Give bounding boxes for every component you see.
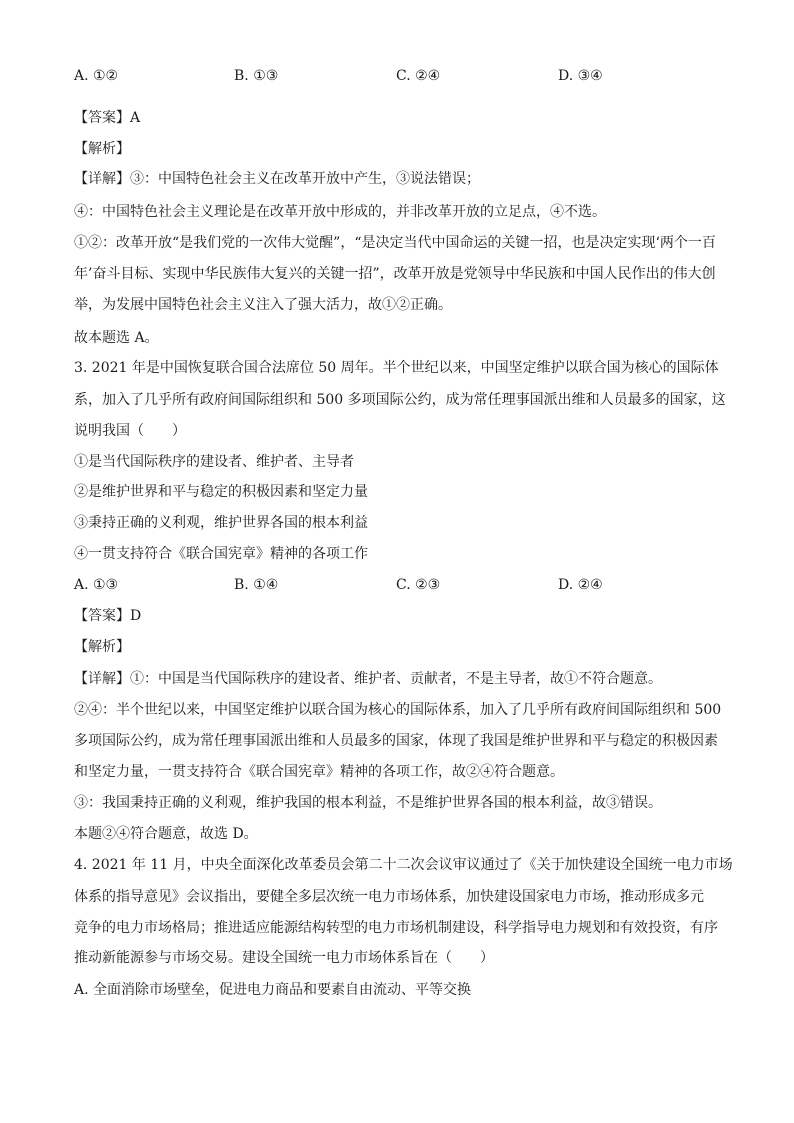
q2-analysis-heading: 【解析】 <box>74 141 130 157</box>
q2-option-d: D. ③④ <box>558 68 603 84</box>
q3-options <box>74 575 724 595</box>
q3-detail-line: 多项国际公约，成为常任理事国派出维和人员最多的国家，体现了我国是维护世界和平与稳定的积极因素 <box>74 733 718 749</box>
q2-option-c: C. ②④ <box>396 68 441 84</box>
q2-detail-line: ④：中国特色社会主义理论是在改革开放中形成的，并非改革开放的立足点，④不选。 <box>74 204 606 220</box>
q3-detail-line: ②④：半个世纪以来，中国坚定维护以联合国为核心的国际体系，加入了几乎所有政府间国际组织和 500 <box>74 702 722 718</box>
q3-conclusion: 本题②④符合题意，故选 D。 <box>74 826 258 842</box>
q3-item-1: ①是当代国际秩序的建设者、维护者、主导者 <box>74 454 354 470</box>
q4-option-a: A. 全面消除市场壁垒，促进电力商品和要素自由流动、平等交换 <box>74 982 472 998</box>
q3-item-2: ②是维护世界和平与稳定的积极因素和坚定力量 <box>74 484 368 500</box>
q2-option-b: B. ①③ <box>234 68 279 84</box>
q4-stem-line: 体系的指导意见》会议指出，要健全多层次统一电力市场体系，加快建设国家电力市场，推动形成多元 <box>74 889 704 905</box>
q3-stem-line: 系，加入了几乎所有政府间国际组织和 500 多项国际公约，成为常任理事国派出维和人员最多的国家，这 <box>74 392 726 408</box>
q3-detail-line: 【详解】①：中国是当代国际秩序的建设者、维护者、贡献者，不是主导者，故①不符合题意。 <box>74 671 662 687</box>
q2-options <box>74 66 724 86</box>
q3-detail-line: ③：我国秉持正确的义利观，维护我国的根本利益，不是维护世界各国的根本利益，故③错误。 <box>74 795 662 811</box>
q3-item-3: ③秉持正确的义利观，维护世界各国的根本利益 <box>74 515 368 531</box>
q2-conclusion: 故本题选 A。 <box>74 330 159 346</box>
q2-detail-line: 年’奋斗目标、实现中华民族伟大复兴的关键一招”，改革开放是党领导中华民族和中国人民作出的伟大创 <box>74 266 716 282</box>
q2-answer: 【答案】A <box>74 110 141 126</box>
q3-option-a: A. ①③ <box>74 577 119 593</box>
q3-analysis-heading: 【解析】 <box>74 639 130 655</box>
q2-detail-line: ①②：改革开放“是我们党的一次伟大觉醒”，“是决定当代中国命运的关键一招，也是决定实现‘两个一百 <box>74 235 716 251</box>
q3-option-c: C. ②③ <box>396 577 441 593</box>
q3-detail-line: 和坚定力量，一贯支持符合《联合国宪章》精神的各项工作，故②④符合题意。 <box>74 764 564 780</box>
q3-option-d: D. ②④ <box>558 577 603 593</box>
q4-stem-line: 竞争的电力市场格局；推进适应能源结构转型的电力市场机制建设，科学指导电力规划和有效投资，有序 <box>74 920 718 936</box>
q2-detail-line: 举，为发展中国特色社会主义注入了强大活力，故①②正确。 <box>74 297 452 313</box>
q3-option-b: B. ①④ <box>234 577 279 593</box>
q3-stem-line: 说明我国（ ） <box>74 423 186 439</box>
q2-option-a: A. ①② <box>74 68 119 84</box>
q3-stem-line: 3. 2021 年是中国恢复联合国合法席位 50 周年。半个世纪以来，中国坚定维护以联合国为核心的国际体 <box>74 360 719 376</box>
q2-detail-line: 【详解】③：中国特色社会主义在改革开放中产生，③说法错误； <box>74 171 480 187</box>
q4-stem-line: 推动新能源参与市场交易。建设全国统一电力市场体系旨在（ ） <box>74 950 494 966</box>
q3-item-4: ④一贯支持符合《联合国宪章》精神的各项工作 <box>74 546 368 562</box>
q4-stem-line: 4. 2021 年 11 月，中央全面深化改革委员会第二十二次会议审议通过了《关于加快建设全国统一电力市场 <box>74 857 733 873</box>
q3-answer: 【答案】D <box>74 608 142 624</box>
